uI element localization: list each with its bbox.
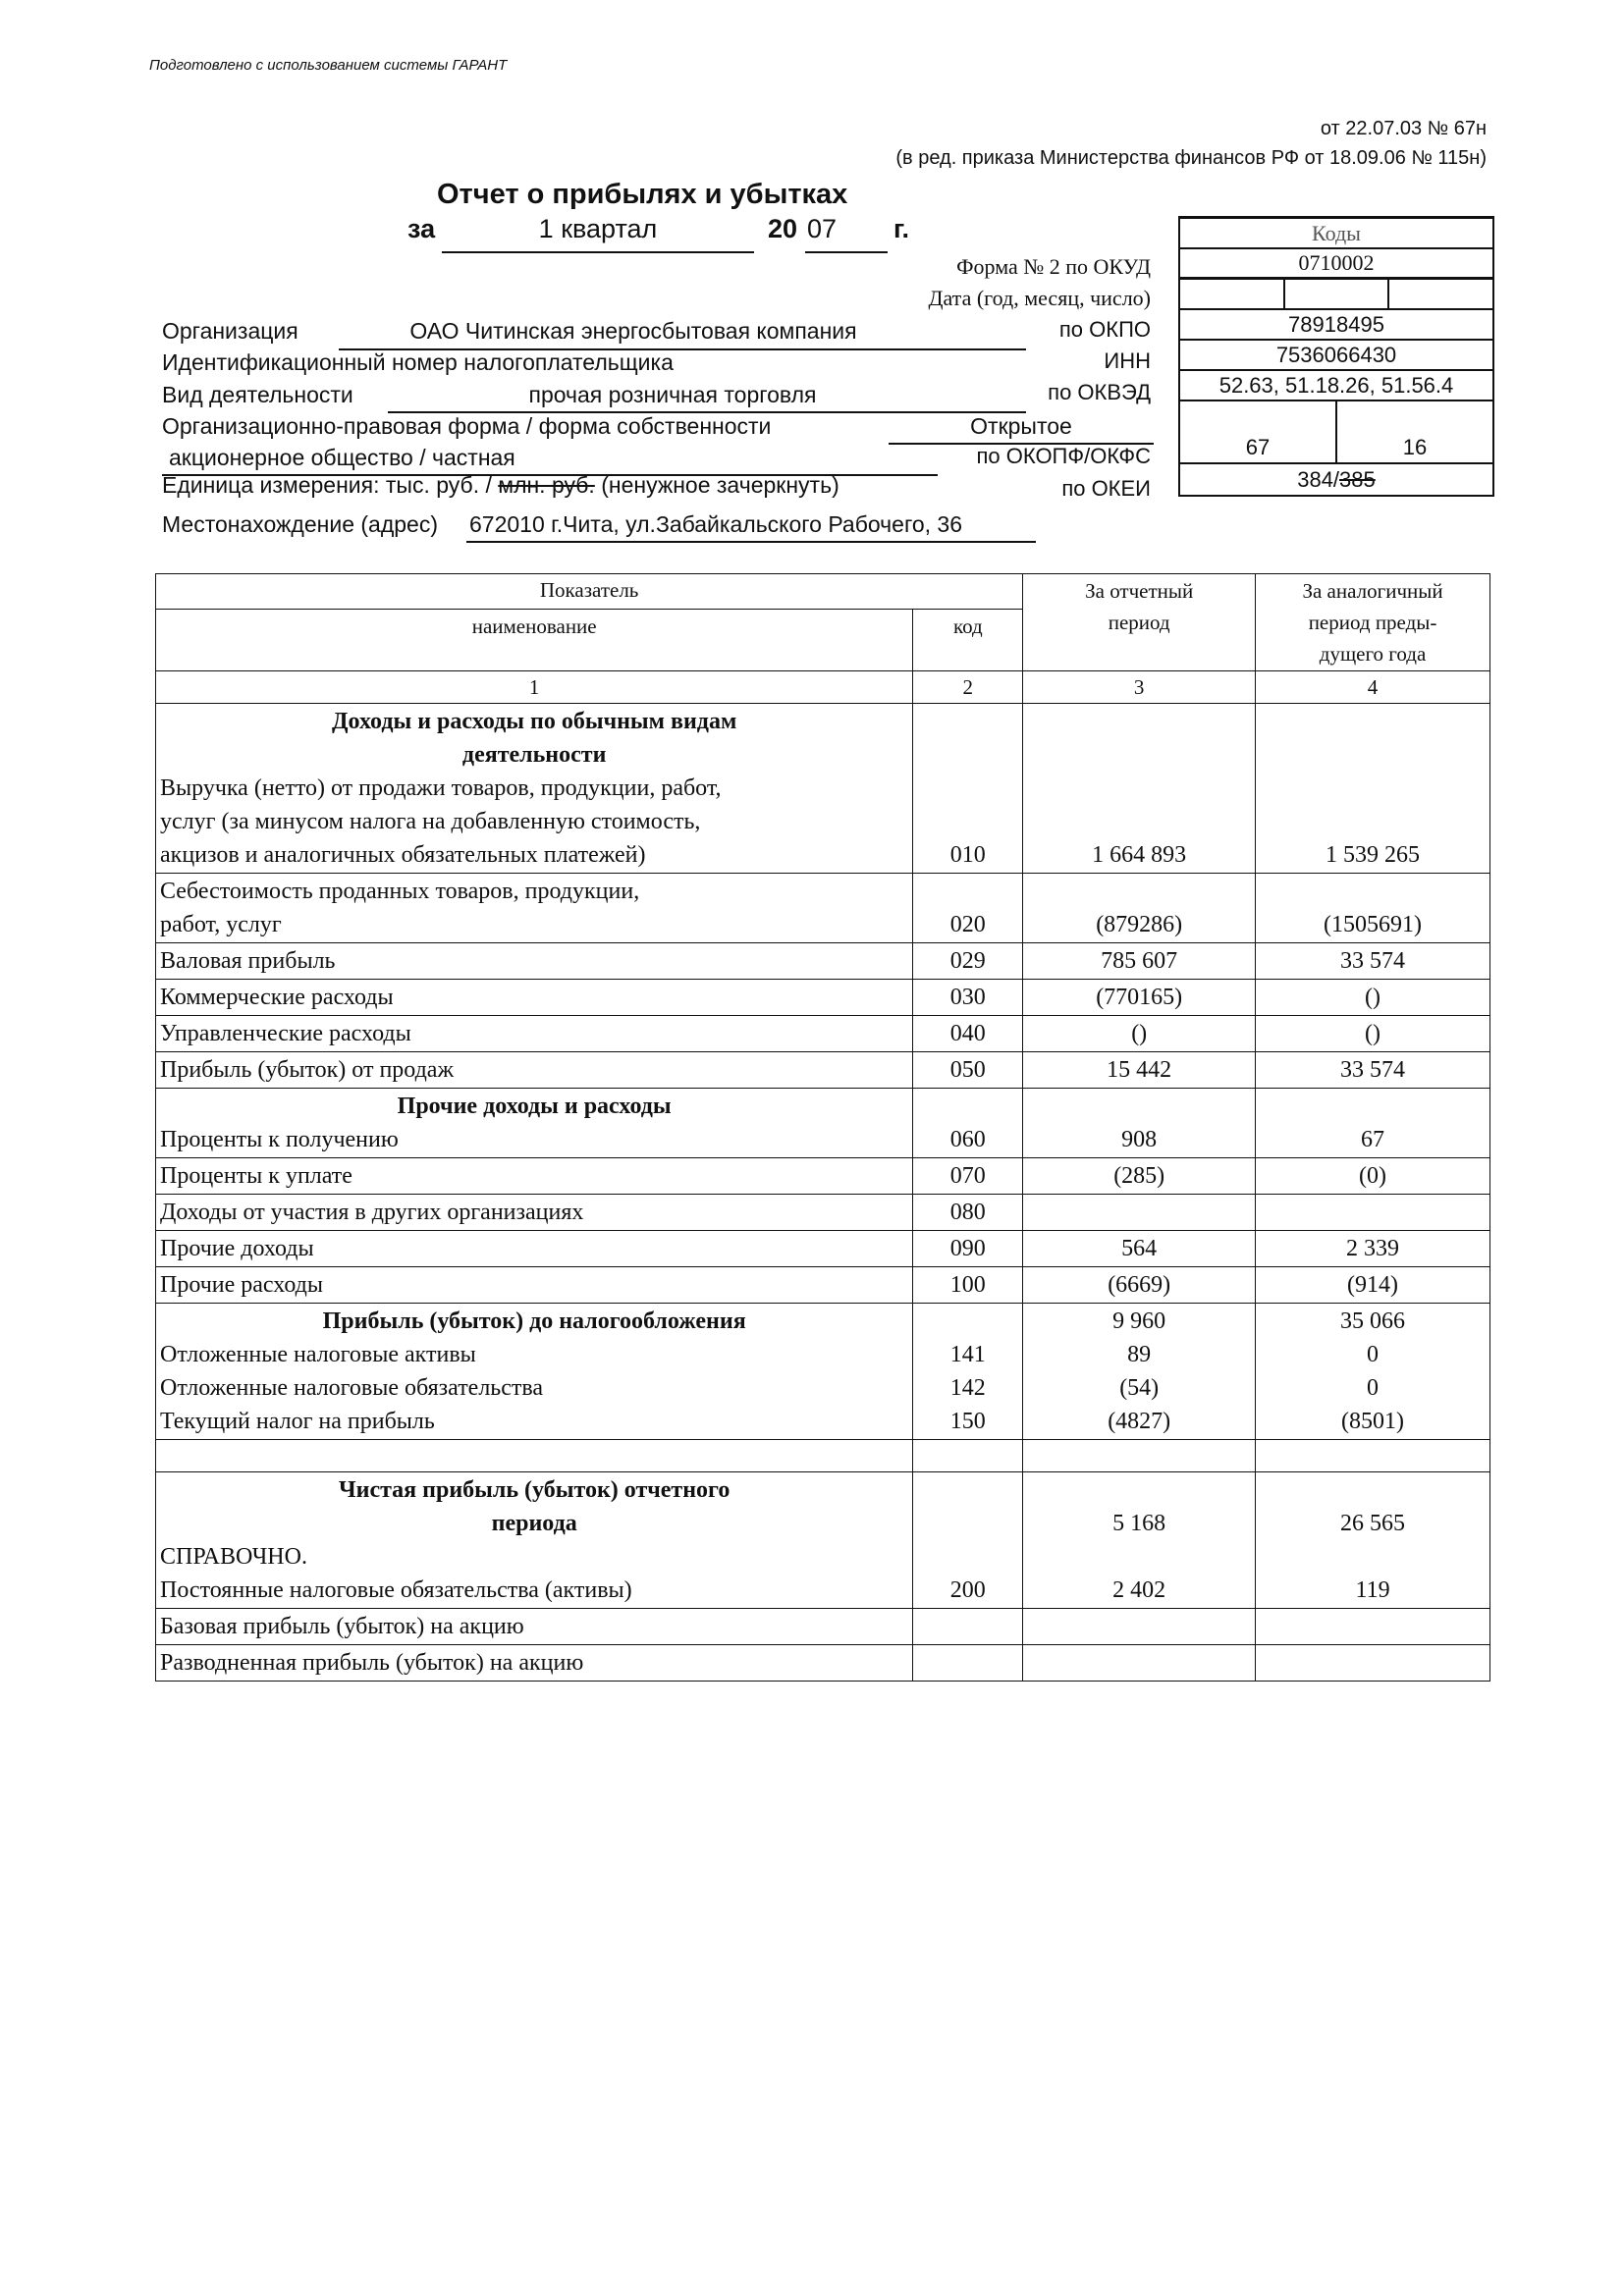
table-row — [156, 1645, 1490, 1682]
row-current-030: (770165) — [1023, 980, 1256, 1016]
row-label-100: Прочие расходы — [156, 1267, 913, 1304]
table-row — [156, 1052, 1490, 1089]
row-label-010: Доходы и расходы по обычным видам деятельности Выручка (нетто) от продажи товаров, продукции, работ, услуг (за минусом налога на добавленную стоимость, акцизов и аналогичных обязательных платежей) — [156, 704, 913, 874]
codes-title: Коды — [1180, 219, 1492, 249]
row-label-050: Прибыль (убыток) от продаж — [156, 1052, 913, 1089]
okud-label: Форма № 2 по ОКУД — [956, 254, 1151, 279]
row-current-010: 1 664 893 — [1023, 704, 1256, 874]
row-code-050: 050 — [913, 1052, 1023, 1089]
row-current-100: (6669) — [1023, 1267, 1256, 1304]
row-label-090: Прочие доходы — [156, 1231, 913, 1267]
row-current-060: 908 — [1023, 1089, 1256, 1158]
org-value: ОАО Читинская энергосбытовая компания — [409, 318, 857, 344]
okei-code — [1180, 464, 1492, 495]
okpo-code: 78918495 — [1180, 310, 1492, 341]
row-code-030: 030 — [913, 980, 1023, 1016]
row-current-029: 785 607 — [1023, 943, 1256, 980]
address-label: Местонахождение (адрес) — [162, 511, 438, 537]
row-current-090: 564 — [1023, 1231, 1256, 1267]
row-previous-100: (914) — [1256, 1267, 1490, 1304]
header-current: За отчетный период — [1023, 574, 1256, 671]
row-current-net: 5 168 2 402 — [1023, 1472, 1256, 1609]
report-title: Отчет о прибылях и убытках — [437, 179, 848, 210]
address-value: 672010 г.Чита, ул.Забайкальского Рабочего, 36 — [469, 511, 962, 537]
header-indicator: Показатель — [156, 574, 1023, 610]
row-code-040: 040 — [913, 1016, 1023, 1052]
row-code-029: 029 — [913, 943, 1023, 980]
row-previous-030: () — [1256, 980, 1490, 1016]
okei-million: 385 — [1339, 466, 1376, 492]
row-label-030: Коммерческие расходы — [156, 980, 913, 1016]
codes-box — [1178, 216, 1494, 497]
header-row — [156, 574, 1490, 610]
table-row-empty — [156, 1440, 1490, 1472]
garant-note: Подготовлено с использованием системы ГАРАНТ — [149, 57, 508, 74]
row-previous-050: 33 574 — [1256, 1052, 1490, 1089]
header-name: наименование — [156, 610, 913, 671]
row-label-pbt: Прибыль (убыток) до налогообложения Отложенные налоговые активы Отложенные налоговые обязательства Текущий налог на прибыль — [156, 1304, 913, 1440]
table-row — [156, 1158, 1490, 1195]
table-row — [156, 1089, 1490, 1158]
row-current-080 — [1023, 1195, 1256, 1231]
row-current-050: 15 442 — [1023, 1052, 1256, 1089]
row-label-080: Доходы от участия в других организациях — [156, 1195, 913, 1231]
order-reference: от 22.07.03 № 67н — [1320, 118, 1487, 139]
date-year-cell — [1180, 280, 1285, 308]
okved-code: 52.63, 51.18.26, 51.56.4 — [1180, 371, 1492, 401]
table-row — [156, 1016, 1490, 1052]
row-previous-080 — [1256, 1195, 1490, 1231]
row-current-070: (285) — [1023, 1158, 1256, 1195]
row-label-060: Прочие доходы и расходы Проценты к получению — [156, 1089, 913, 1158]
unit-label — [162, 472, 839, 499]
row-previous-040: () — [1256, 1016, 1490, 1052]
row-code-020: 020 — [913, 874, 1023, 943]
table-row — [156, 943, 1490, 980]
row-previous-010: 1 539 265 — [1256, 704, 1490, 874]
table-row — [156, 980, 1490, 1016]
unit-note: (ненужное зачеркнуть) — [594, 472, 839, 498]
income-statement-table — [155, 573, 1490, 1682]
header-previous: За аналогичный период преды- дущего года — [1256, 574, 1490, 671]
section-pbt-title: Прибыль (убыток) до налогообложения — [322, 1308, 746, 1334]
row-code-010: 010 — [913, 704, 1023, 874]
activity-value: прочая розничная торговля — [528, 382, 817, 407]
row-code-pbt: 141 142 150 — [913, 1304, 1023, 1440]
inn-label: Идентификационный номер налогоплательщика — [162, 349, 674, 375]
okei-thousand: 384/ — [1297, 466, 1340, 492]
row-previous-070: (0) — [1256, 1158, 1490, 1195]
legal-form-label: Организационно-правовая форма / форма собственности — [162, 413, 772, 439]
section-net-title: Чистая прибыль (убыток) отчетного — [339, 1477, 731, 1503]
activity-label: Вид деятельности — [162, 382, 353, 407]
okud-code: 0710002 — [1180, 249, 1492, 280]
section-other-title: Прочие доходы и расходы — [397, 1094, 672, 1119]
col-num-3: 3 — [1023, 671, 1256, 704]
row-previous-020: (1505691) — [1256, 874, 1490, 943]
inn-code: 7536066430 — [1180, 341, 1492, 371]
row-code-060: 060 — [913, 1089, 1023, 1158]
row-current-pbt: 9 960 89 (54) (4827) — [1023, 1304, 1256, 1440]
row-label-070: Проценты к уплате — [156, 1158, 913, 1195]
row-previous-net: 26 565 119 — [1256, 1472, 1490, 1609]
period-value: 1 квартал — [538, 214, 658, 243]
row-label-040: Управленческие расходы — [156, 1016, 913, 1052]
table-row — [156, 1195, 1490, 1231]
unit-thousand: Единица измерения: тыс. руб. / — [162, 472, 499, 498]
row-code-070: 070 — [913, 1158, 1023, 1195]
row-label-020: Себестоимость проданных товаров, продукции, работ, услуг — [156, 874, 913, 943]
period-prefix: за — [407, 214, 436, 243]
okopf-code: 67 — [1180, 400, 1337, 462]
row-current-040: () — [1023, 1016, 1256, 1052]
row-code-080: 080 — [913, 1195, 1023, 1231]
okopf-label: по ОКОПФ/ОКФС — [976, 444, 1151, 468]
table-row — [156, 1304, 1490, 1440]
okei-label: по ОКЕИ — [1061, 476, 1151, 501]
row-label-base-eps: Базовая прибыль (убыток) на акцию — [156, 1609, 913, 1645]
row-current-020: (879286) — [1023, 874, 1256, 943]
row-previous-090: 2 339 — [1256, 1231, 1490, 1267]
col-num-2: 2 — [913, 671, 1023, 704]
row-label-net: Чистая прибыль (убыток) отчетного периода СПРАВОЧНО. Постоянные налоговые обязательства (активы) — [156, 1472, 913, 1609]
table-row — [156, 1472, 1490, 1609]
row-previous-pbt: 35 066 0 0 (8501) — [1256, 1304, 1490, 1440]
okved-label: по ОКВЭД — [1048, 380, 1151, 404]
table-row — [156, 874, 1490, 943]
unit-million: млн. руб. — [498, 472, 595, 498]
row-label-029: Валовая прибыль — [156, 943, 913, 980]
okpo-label: по ОКПО — [1058, 317, 1151, 342]
row-code-100: 100 — [913, 1267, 1023, 1304]
date-label: Дата (год, месяц, число) — [928, 286, 1151, 310]
row-label-diluted-eps: Разводненная прибыль (убыток) на акцию — [156, 1645, 913, 1682]
inn-code-label: ИНН — [1104, 348, 1151, 373]
date-day-cell — [1389, 280, 1492, 308]
table-row — [156, 1609, 1490, 1645]
org-label: Организация — [162, 318, 298, 344]
column-numbers-row — [156, 671, 1490, 704]
date-month-cell — [1285, 280, 1390, 308]
row-previous-060: 67 — [1256, 1089, 1490, 1158]
year-g: г. — [893, 214, 910, 243]
okopf-okfs-cells — [1180, 401, 1492, 464]
table-row — [156, 1231, 1490, 1267]
section-ordinary-title: Доходы и расходы по обычным видам — [332, 709, 737, 734]
row-code-090: 090 — [913, 1231, 1023, 1267]
row-code-net: 200 — [913, 1472, 1023, 1609]
header-code: код — [913, 610, 1023, 671]
legal-form-value1: Открытое — [970, 413, 1072, 439]
col-num-1: 1 — [156, 671, 913, 704]
col-num-4: 4 — [1256, 671, 1490, 704]
row-previous-029: 33 574 — [1256, 943, 1490, 980]
okfs-code: 16 — [1402, 435, 1428, 459]
order-amendment: (в ред. приказа Министерства финансов РФ от 18.09.06 № 115н) — [895, 147, 1487, 169]
table-row — [156, 704, 1490, 874]
year-suffix: 07 — [807, 214, 838, 243]
year-prefix: 20 — [768, 214, 798, 243]
date-cells — [1180, 280, 1492, 310]
table-row — [156, 1267, 1490, 1304]
legal-form-value2: акционерное общество / частная — [169, 445, 515, 470]
